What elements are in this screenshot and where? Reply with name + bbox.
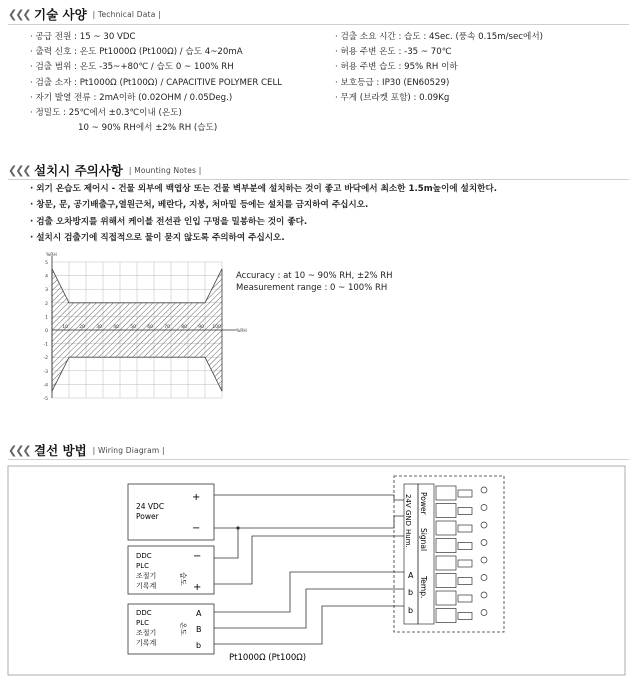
x-tick-label: 40 <box>113 325 119 330</box>
spec-item: · 무게 (브라켓 포함) : 0.09Kg <box>335 92 450 103</box>
technical-section-header <box>8 6 161 22</box>
y-tick-label: -4 <box>43 383 48 389</box>
terminal-b: b <box>408 588 414 597</box>
screw-slot <box>436 591 456 605</box>
power-label: 24 VDC <box>136 502 165 511</box>
screw-head <box>481 575 487 581</box>
spec-item: · 공급 전원 : 15 ~ 30 VDC <box>30 32 136 42</box>
note-item: · 외기 온습도 제어시 - 건물 외부에 백엽상 또는 건물 벽부분에 설치하는 것이 좋고 바닥에서 최소한 1.5m높이에 설치한다. <box>30 184 498 194</box>
terminal-label: b <box>196 641 202 650</box>
power-box <box>128 484 214 540</box>
terminal-label: B <box>196 625 202 634</box>
x-tick-label: 10 <box>62 325 68 330</box>
divider <box>8 24 629 25</box>
note-item: · 검출 오차방지를 위해서 케이블 전선관 인입 구멍을 밀봉하는 것이 좋다. <box>30 216 308 227</box>
plus-sign: + <box>193 582 202 593</box>
ddc-label: DDC <box>136 609 152 617</box>
mounting-notes <box>30 181 497 247</box>
terminal-gnd: GND <box>404 510 412 527</box>
screw-clamp <box>458 578 472 585</box>
ddc-label: PLC <box>136 619 150 627</box>
x-tick-label: 90 <box>198 325 204 330</box>
spec-item: · 보호등급 : IP30 (EN60529) <box>335 77 450 88</box>
x-tick-label: 100 <box>212 325 221 330</box>
screw-head <box>481 557 487 563</box>
mounting-section-header <box>8 162 201 178</box>
terminal-b: b <box>408 606 414 615</box>
screw-head <box>481 610 487 616</box>
y-tick-label: 1 <box>45 315 48 321</box>
group-signal-label: Signal <box>419 528 428 552</box>
ddc-label: PLC <box>136 562 150 570</box>
specs-left <box>30 30 282 136</box>
minus-sign: − <box>192 523 201 534</box>
spec-item: · 자기 발열 전류 : 2mA이하 (0.02OHM / 0.05Deg.) <box>30 92 233 103</box>
screw-head <box>481 522 487 528</box>
y-tick-label: 5 <box>45 261 48 266</box>
screw-head <box>481 505 487 511</box>
screw-clamp <box>458 508 472 515</box>
spec-item: · 출력 신호 : 온도 Pt1000Ω (Pt100Ω) / 습도 4~20mA <box>30 47 243 58</box>
mounting-section-title: 설치시 주의사항 <box>34 163 123 178</box>
terminal-label: A <box>196 609 202 618</box>
ddc-humidity-box <box>128 546 214 594</box>
y-tick-label: 4 <box>45 274 48 280</box>
y-tick-label: -3 <box>43 369 48 375</box>
note-item: · 설치시 검출기에 직접적으로 물이 묻지 않도록 주의하여 주십시오. <box>30 233 285 244</box>
technical-section-title: 기술 사양 <box>34 7 87 22</box>
screw-slot <box>436 521 456 535</box>
y-tick-label: -5 <box>43 397 48 402</box>
accuracy-text: Accuracy : at 10 ~ 90% RH, ±2% RH <box>236 271 393 281</box>
screw-slot <box>436 539 456 553</box>
screw-clamp <box>458 543 472 550</box>
wiring-diagram <box>6 464 629 679</box>
group-power-label: Power <box>419 492 428 515</box>
screw-slot <box>436 609 456 623</box>
temp-side-label: 온도 <box>179 622 187 636</box>
screw-slot <box>436 574 456 588</box>
screw-terminals <box>436 486 487 623</box>
terminal-a: A <box>408 571 414 580</box>
humidity-side-label: 습도 <box>179 572 187 586</box>
terminal-block <box>404 484 434 624</box>
spec-item: · 허용 주변 온도 : -35 ~ 70℃ <box>335 47 452 58</box>
y-axis-label: %RH <box>46 253 57 258</box>
ddc-temp-box <box>128 604 214 654</box>
y-tick-label: -1 <box>43 342 48 348</box>
range-text: Measurement range : 0 ~ 100% RH <box>236 283 388 293</box>
wiring-section-subtitle: | Wiring Diagram | <box>92 445 165 455</box>
ddc-label: 기록계 <box>136 639 157 647</box>
screw-head <box>481 487 487 493</box>
y-tick-label: 2 <box>45 301 48 307</box>
screw-head <box>481 592 487 598</box>
spec-item: · 정밀도 : 25℃에서 ±0.3℃이내 (온도) <box>30 108 182 119</box>
double-chevron-icon: ❮❮❮ <box>8 163 30 177</box>
screw-clamp <box>458 613 472 620</box>
spec-item: · 허용 주변 습도 : 95% RH 이하 <box>335 62 458 73</box>
x-tick-label: 30 <box>96 325 102 330</box>
spec-item: · 검출 소자 : Pt1000Ω (Pt100Ω) / CAPACITIVE POLYMER CELL <box>30 77 283 88</box>
technical-section-subtitle: | Technical Data | <box>92 9 161 19</box>
x-tick-label: 50 <box>130 325 136 330</box>
x-tick-label: 70 <box>164 325 170 330</box>
screw-clamp <box>458 560 472 567</box>
x-axis-label: %RH <box>236 329 247 334</box>
sensor-label: Pt1000Ω (Pt100Ω) <box>229 653 307 663</box>
minus-sign: − <box>193 551 202 562</box>
terminal-24v: 24V <box>404 494 412 508</box>
ddc-label: 기록계 <box>136 582 157 590</box>
screw-slot <box>436 486 456 500</box>
specs-right <box>335 30 543 106</box>
screw-clamp <box>458 490 472 497</box>
plus-sign: + <box>192 492 201 503</box>
screw-head <box>481 540 487 546</box>
ddc-label: DDC <box>136 552 152 560</box>
x-tick-label: 80 <box>181 325 187 330</box>
screw-clamp <box>458 525 472 532</box>
double-chevron-icon: ❮❮❮ <box>8 7 30 21</box>
group-temp-label: Temp. <box>419 576 428 599</box>
spec-item: 10 ~ 90% RH에서 ±2% RH (습도) <box>78 123 218 134</box>
power-label: Power <box>136 512 159 521</box>
spec-item: · 검출 소요 시간 : 습도 : 4Sec. (풍속 0.15m/sec에서) <box>335 32 543 42</box>
wires <box>214 495 404 644</box>
accuracy-chart <box>30 250 260 410</box>
screw-slot <box>436 556 456 570</box>
y-tick-label: 0 <box>45 329 48 334</box>
mounting-section-subtitle: | Mounting Notes | <box>128 165 202 175</box>
wiring-section-title: 결선 방법 <box>34 443 87 458</box>
screw-slot <box>436 504 456 518</box>
wiring-section-header <box>8 442 165 458</box>
ddc-label: 조절기 <box>136 629 157 637</box>
ddc-label: 조절기 <box>136 572 157 580</box>
note-item: · 창문, 문, 공기배출구,열원근처, 베란다, 지붕, 처마밑 등에는 설치를 금지하여 주십시오. <box>30 200 369 211</box>
x-tick-label: 60 <box>147 325 153 330</box>
divider <box>8 179 629 180</box>
divider <box>8 459 629 460</box>
terminal-hum: Hum. <box>404 529 412 548</box>
y-tick-label: 3 <box>45 288 48 294</box>
screw-clamp <box>458 595 472 602</box>
x-tick-label: 20 <box>79 325 85 330</box>
spec-item: · 검출 범위 : 온도 -35~+80℃ / 습도 0 ~ 100% RH <box>30 62 234 73</box>
y-tick-label: -2 <box>43 356 48 362</box>
double-chevron-icon: ❮❮❮ <box>8 443 30 457</box>
wire-junction <box>236 526 239 529</box>
accuracy-note <box>236 270 393 294</box>
